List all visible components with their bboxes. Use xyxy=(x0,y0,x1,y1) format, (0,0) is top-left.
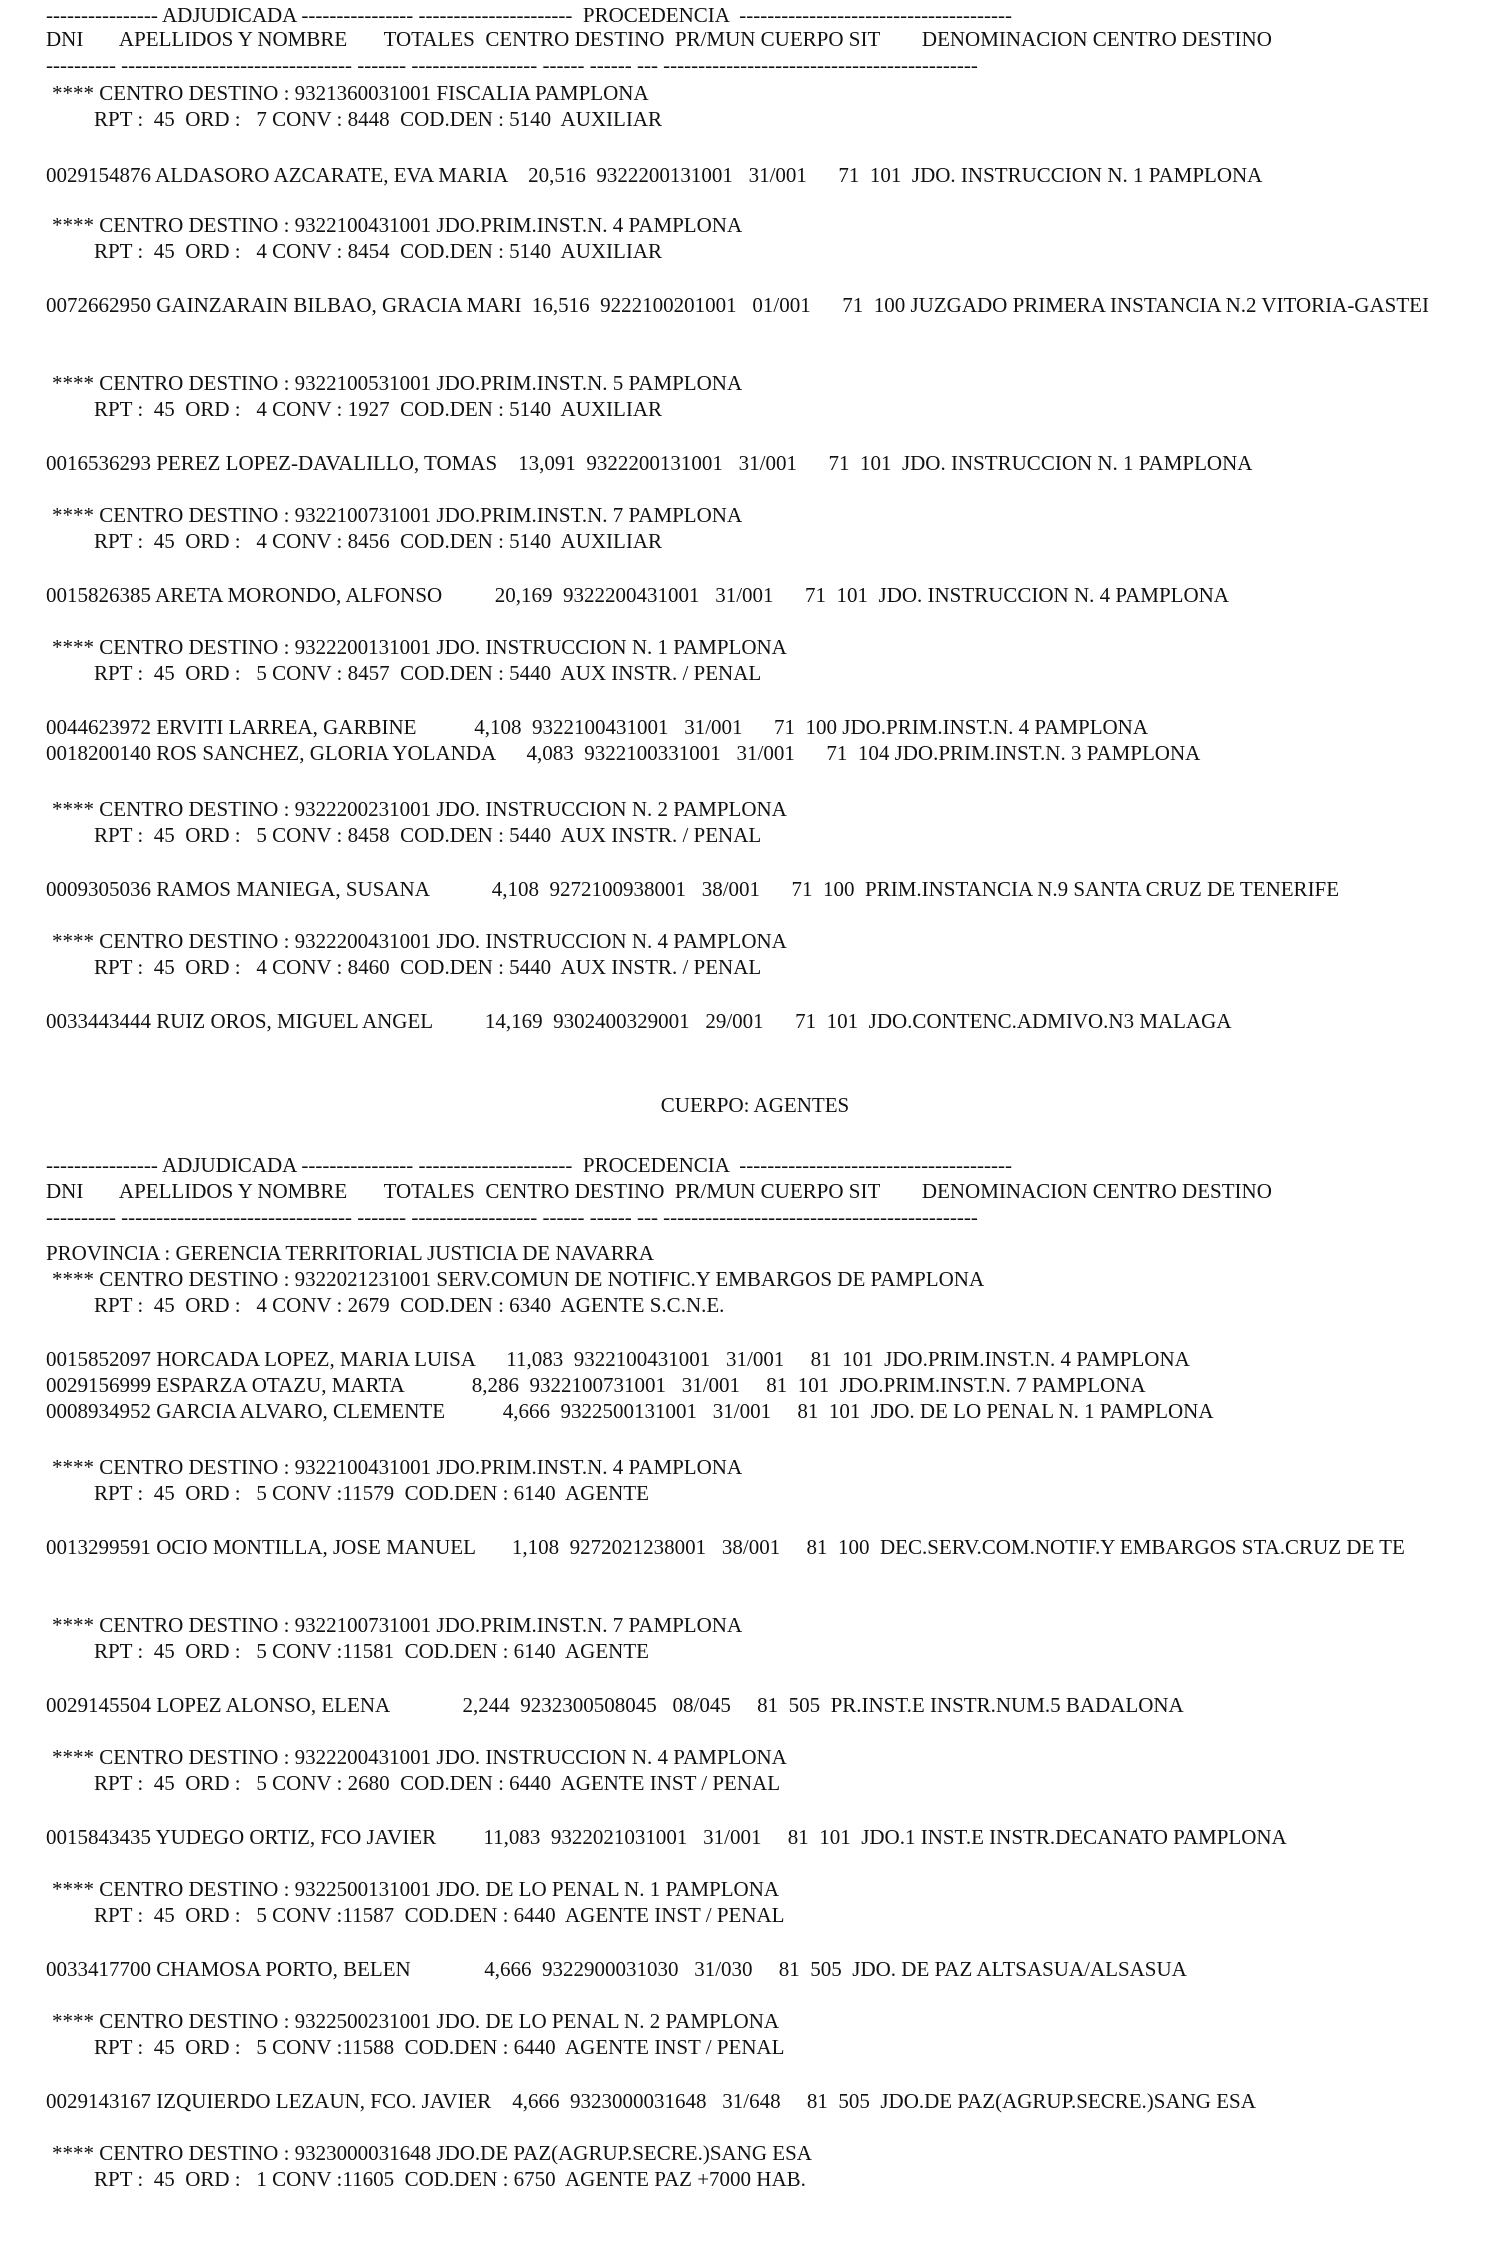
column-headers: DNI APELLIDOS Y NOMBRE TOTALES CENTRO DESTINO PR/MUN CUERPO SIT DENOMINACION CENTRO DESTINO xyxy=(46,27,1272,51)
centro-destino-line: **** CENTRO DESTINO : 9322200231001 JDO. INSTRUCCION N. 2 PAMPLONA xyxy=(52,797,787,821)
provincia-line: PROVINCIA : GERENCIA TERRITORIAL JUSTICIA DE NAVARRA xyxy=(46,1241,654,1265)
cuerpo-title: CUERPO: AGENTES xyxy=(660,1093,850,1117)
record-row: 0013299591 OCIO MONTILLA, JOSE MANUEL 1,108 9272021238001 38/001 81 100 DEC.SERV.COM.NOTIF.Y EMBARGOS STA.CRUZ DE TE xyxy=(46,1535,1405,1559)
centro-destino-line: **** CENTRO DESTINO : 9322100731001 JDO.PRIM.INST.N. 7 PAMPLONA xyxy=(52,1613,743,1637)
record-row: 0029143167 IZQUIERDO LEZAUN, FCO. JAVIER 4,666 9323000031648 31/648 81 505 JDO.DE PAZ(AGRUP.SECRE.)SANG ESA xyxy=(46,2089,1256,2113)
record-row: 0008934952 GARCIA ALVARO, CLEMENTE 4,666 9322500131001 31/001 81 101 JDO. DE LO PENAL N. 1 PAMPLONA xyxy=(46,1399,1214,1423)
record-row: 0029156999 ESPARZA OTAZU, MARTA 8,286 9322100731001 31/001 81 101 JDO.PRIM.INST.N. 7 PAMPLONA xyxy=(46,1373,1146,1397)
record-row: 0033443444 RUIZ OROS, MIGUEL ANGEL 14,169 9302400329001 29/001 71 101 JDO.CONTENC.ADMIVO.N3 MALAGA xyxy=(46,1009,1232,1033)
record-row: 0044623972 ERVITI LARREA, GARBINE 4,108 9322100431001 31/001 71 100 JDO.PRIM.INST.N. 4 PAMPLONA xyxy=(46,715,1149,739)
centro-destino-line: **** CENTRO DESTINO : 9322200131001 JDO. INSTRUCCION N. 1 PAMPLONA xyxy=(52,635,787,659)
record-row: 0009305036 RAMOS MANIEGA, SUSANA 4,108 9272100938001 38/001 71 100 PRIM.INSTANCIA N.9 SANTA CRUZ DE TENERIFE xyxy=(46,877,1340,901)
centro-destino-line: **** CENTRO DESTINO : 9322100431001 JDO.PRIM.INST.N. 4 PAMPLONA xyxy=(52,1455,743,1479)
centro-destino-line: **** CENTRO DESTINO : 9323000031648 JDO.DE PAZ(AGRUP.SECRE.)SANG ESA xyxy=(52,2141,812,2165)
header-dash-row: ---------------- ADJUDICADA ---------------- ---------------------- PROCEDENCIA --------------------------------------- xyxy=(46,3,1012,27)
centro-destino-line: **** CENTRO DESTINO : 9321360031001 FISCALIA PAMPLONA xyxy=(52,81,649,105)
rpt-line: RPT : 45 ORD : 5 CONV :11587 COD.DEN : 6440 AGENTE INST / PENAL xyxy=(94,1903,785,1927)
record-row: 0018200140 ROS SANCHEZ, GLORIA YOLANDA 4,083 9322100331001 31/001 71 104 JDO.PRIM.INST.N. 3 PAMPLONA xyxy=(46,741,1201,765)
rpt-line: RPT : 45 ORD : 5 CONV :11579 COD.DEN : 6140 AGENTE xyxy=(94,1481,649,1505)
rpt-line: RPT : 45 ORD : 5 CONV : 8458 COD.DEN : 5440 AUX INSTR. / PENAL xyxy=(94,823,762,847)
header-underline-row: ---------- --------------------------------- ------- ------------------ ------ ------ --- --------------------------------------------- xyxy=(46,1205,978,1229)
record-row: 0015852097 HORCADA LOPEZ, MARIA LUISA 11,083 9322100431001 31/001 81 101 JDO.PRIM.INST.N. 4 PAMPLONA xyxy=(46,1347,1190,1371)
rpt-line: RPT : 45 ORD : 4 CONV : 8460 COD.DEN : 5440 AUX INSTR. / PENAL xyxy=(94,955,762,979)
record-row: 0016536293 PEREZ LOPEZ-DAVALILLO, TOMAS 13,091 9322200131001 31/001 71 101 JDO. INSTRUCCION N. 1 PAMPLONA xyxy=(46,451,1253,475)
rpt-line: RPT : 45 ORD : 4 CONV : 1927 COD.DEN : 5140 AUXILIAR xyxy=(94,397,663,421)
header-dash-row: ---------------- ADJUDICADA ---------------- ---------------------- PROCEDENCIA --------------------------------------- xyxy=(46,1153,1012,1177)
record-row: 0029145504 LOPEZ ALONSO, ELENA 2,244 9232300508045 08/045 81 505 PR.INST.E INSTR.NUM.5 BADALONA xyxy=(46,1693,1184,1717)
rpt-line: RPT : 45 ORD : 4 CONV : 8454 COD.DEN : 5140 AUXILIAR xyxy=(94,239,663,263)
rpt-line: RPT : 45 ORD : 5 CONV : 2680 COD.DEN : 6440 AGENTE INST / PENAL xyxy=(94,1771,781,1795)
rpt-line: RPT : 45 ORD : 5 CONV :11581 COD.DEN : 6140 AGENTE xyxy=(94,1639,649,1663)
rpt-line: RPT : 45 ORD : 4 CONV : 2679 COD.DEN : 6340 AGENTE S.C.N.E. xyxy=(94,1293,725,1317)
column-headers: DNI APELLIDOS Y NOMBRE TOTALES CENTRO DESTINO PR/MUN CUERPO SIT DENOMINACION CENTRO DESTINO xyxy=(46,1179,1272,1203)
record-row: 0015826385 ARETA MORONDO, ALFONSO 20,169 9322200431001 31/001 71 101 JDO. INSTRUCCION N. 4 PAMPLONA xyxy=(46,583,1229,607)
rpt-line: RPT : 45 ORD : 5 CONV : 8457 COD.DEN : 5440 AUX INSTR. / PENAL xyxy=(94,661,762,685)
record-row: 0015843435 YUDEGO ORTIZ, FCO JAVIER 11,083 9322021031001 31/001 81 101 JDO.1 INST.E INSTR.DECANATO PAMPLONA xyxy=(46,1825,1287,1849)
rpt-line: RPT : 45 ORD : 1 CONV :11605 COD.DEN : 6750 AGENTE PAZ +7000 HAB. xyxy=(94,2167,806,2191)
rpt-line: RPT : 45 ORD : 5 CONV :11588 COD.DEN : 6440 AGENTE INST / PENAL xyxy=(94,2035,785,2059)
header-underline-row: ---------- --------------------------------- ------- ------------------ ------ ------ --- --------------------------------------------- xyxy=(46,53,978,77)
centro-destino-line: **** CENTRO DESTINO : 9322500131001 JDO. DE LO PENAL N. 1 PAMPLONA xyxy=(52,1877,780,1901)
rpt-line: RPT : 45 ORD : 7 CONV : 8448 COD.DEN : 5140 AUXILIAR xyxy=(94,107,663,131)
centro-destino-line: **** CENTRO DESTINO : 9322100531001 JDO.PRIM.INST.N. 5 PAMPLONA xyxy=(52,371,743,395)
rpt-line: RPT : 45 ORD : 4 CONV : 8456 COD.DEN : 5140 AUXILIAR xyxy=(94,529,663,553)
record-row: 0072662950 GAINZARAIN BILBAO, GRACIA MARI 16,516 9222100201001 01/001 71 100 JUZGADO PRIMERA INSTANCIA N.2 VITORIA-GASTEI xyxy=(46,293,1429,317)
centro-destino-line: **** CENTRO DESTINO : 9322200431001 JDO. INSTRUCCION N. 4 PAMPLONA xyxy=(52,1745,787,1769)
centro-destino-line: **** CENTRO DESTINO : 9322200431001 JDO. INSTRUCCION N. 4 PAMPLONA xyxy=(52,929,787,953)
centro-destino-line: **** CENTRO DESTINO : 9322100731001 JDO.PRIM.INST.N. 7 PAMPLONA xyxy=(52,503,743,527)
centro-destino-line: **** CENTRO DESTINO : 9322500231001 JDO. DE LO PENAL N. 2 PAMPLONA xyxy=(52,2009,780,2033)
record-row: 0033417700 CHAMOSA PORTO, BELEN 4,666 9322900031030 31/030 81 505 JDO. DE PAZ ALTSASUA/ALSASUA xyxy=(46,1957,1187,1981)
record-row: 0029154876 ALDASORO AZCARATE, EVA MARIA 20,516 9322200131001 31/001 71 101 JDO. INSTRUCCION N. 1 PAMPLONA xyxy=(46,163,1263,187)
centro-destino-line: **** CENTRO DESTINO : 9322100431001 JDO.PRIM.INST.N. 4 PAMPLONA xyxy=(52,213,743,237)
centro-destino-line: **** CENTRO DESTINO : 9322021231001 SERV.COMUN DE NOTIFIC.Y EMBARGOS DE PAMPLONA xyxy=(52,1267,985,1291)
